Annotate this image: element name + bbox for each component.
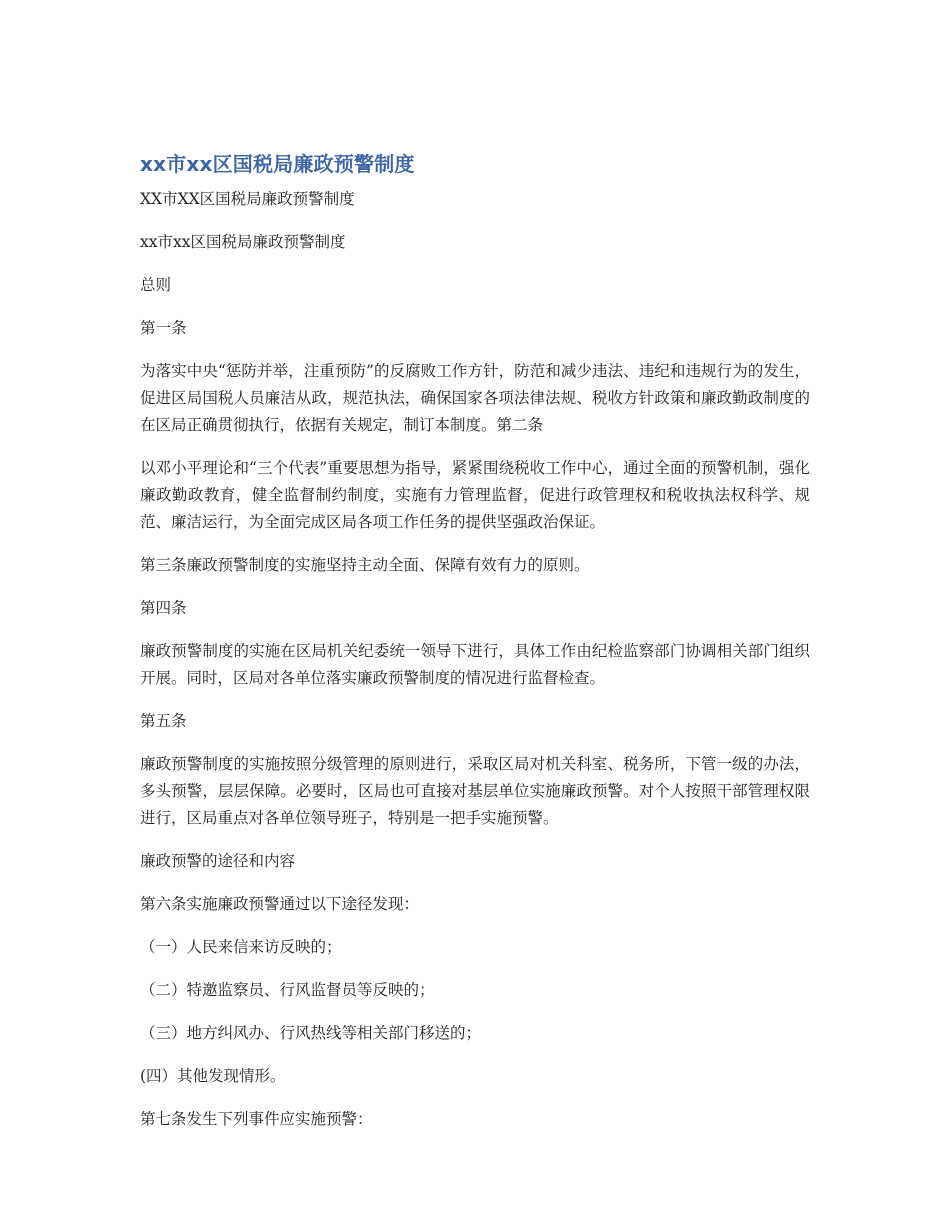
- article-1-body: 为落实中央“惩防并举，注重预防”的反腐败工作方针，防范和减少违法、违纪和违规行为的发生，促进区局国税人员廉洁从政，规范执法，确保国家各项法律法规、税收方针政策和廉政勤政制度的在区局正确贯彻执行，依据有关规定，制订本制度。第二条: [140, 362, 810, 434]
- article-7: 第七条发生下列事件应实施预警：: [140, 1110, 373, 1128]
- document-body: [140, 150, 810, 1149]
- article-6: 第六条实施廉政预警通过以下途径发现：: [140, 895, 420, 913]
- subtitle-uppercase: XX市XX区国税局廉政预警制度: [140, 190, 355, 208]
- article-4-heading: 第四条: [140, 599, 187, 617]
- article-2-body: 以邓小平理论和“三个代表”重要思想为指导，紧紧围绕税收工作中心，通过全面的预警机制，强化廉政勤政教育，健全监督制约制度，实施有力管理监督，促进行政管理权和税收执法权科学、规范、廉洁运行，为全面完成区局各项工作任务的提供坚强政治保证。: [140, 459, 810, 531]
- article-4-body: 廉政预警制度的实施在区局机关纪委统一领导下进行，具体工作由纪检监察部门协调相关部门组织开展。同时，区局对各单位落实廉政预警制度的情况进行监督检查。: [140, 642, 810, 687]
- article-5-body: 廉政预警制度的实施按照分级管理的原则进行，采取区局对机关科室、税务所，下管一级的办法，多头预警，层层保障。必要时，区局也可直接对基层单位实施廉政预警。对个人按照干部管理权限进行，区局重点对各单位领导班子，特别是一把手实施预警。: [140, 755, 810, 827]
- article-3: 第三条廉政预警制度的实施坚持主动全面、保障有效有力的原则。: [140, 556, 590, 574]
- document-title: xx市xx区国税局廉政预警制度: [140, 152, 415, 176]
- article-5-heading: 第五条: [140, 712, 187, 730]
- list-item-1: （一）人民来信来访反映的；: [140, 938, 342, 956]
- list-item-2: （二）特邀监察员、行风监督员等反映的；: [140, 981, 435, 999]
- list-item-4: (四）其他发现情形。: [140, 1067, 286, 1085]
- list-item-3: （三）地方纠风办、行风热线等相关部门移送的；: [140, 1024, 482, 1042]
- subtitle-lowercase: xx市xx区国税局廉政预警制度: [140, 233, 346, 251]
- section-heading-channels: 廉政预警的途径和内容: [140, 852, 296, 870]
- section-heading-general: 总则: [140, 276, 172, 294]
- article-1-heading: 第一条: [140, 319, 187, 337]
